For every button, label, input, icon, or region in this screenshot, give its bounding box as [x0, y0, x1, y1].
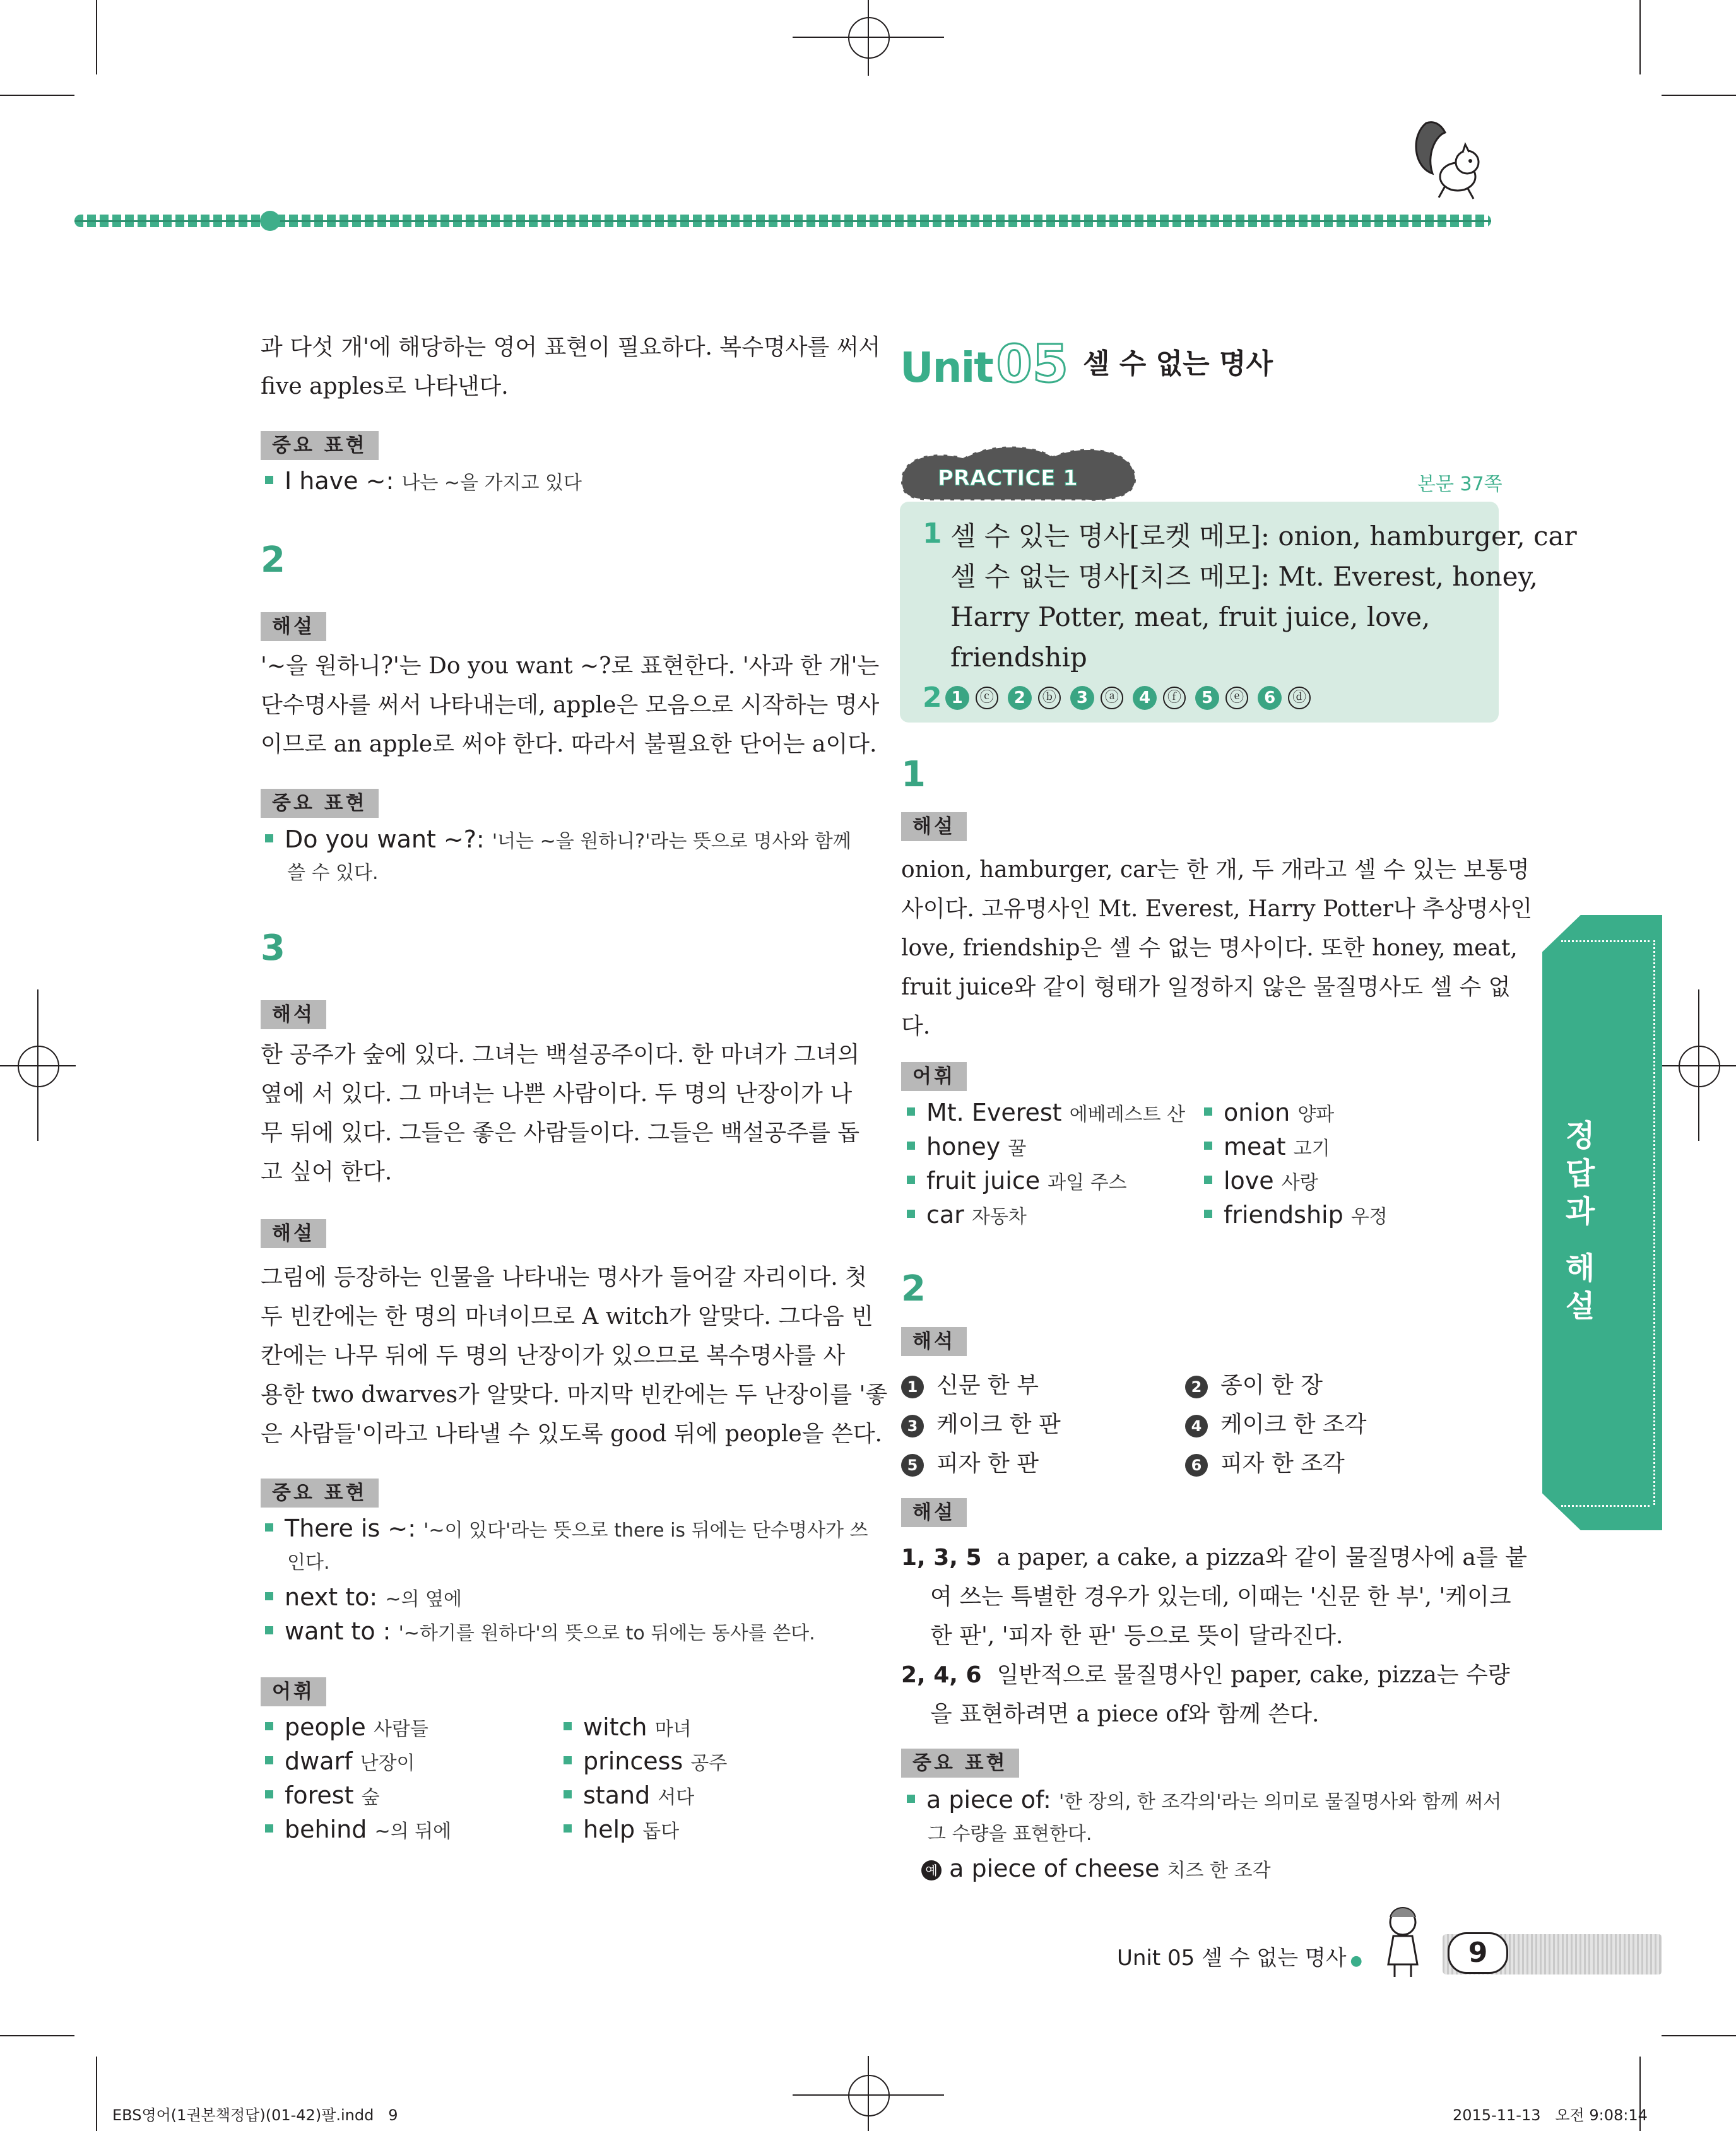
- explanation-tag: 해설: [261, 1219, 326, 1248]
- intro-line: five apples로 나타낸다.: [261, 374, 509, 399]
- r-q2-explanation-b: 2, 4, 6 일반적으로 물질명사인 paper, cake, pizza는 수량 을 표현하려면 a piece of와 함께 쓴다.: [901, 1662, 1510, 1727]
- key-expression-item: a piece of: '한 장의, 한 조각의'라는 의미로 물질명사와 함께 써서: [907, 1783, 1501, 1819]
- vocab-item: Mt. Everest 에베레스트 산: [907, 1095, 1185, 1132]
- bullet-square-icon: [265, 1722, 273, 1730]
- bullet-square-icon: [265, 834, 273, 842]
- footer-date: 2015-11-13 오전 9:08:14: [1453, 2106, 1648, 2124]
- key-expression-continuation: 쓸 수 있다.: [287, 862, 379, 884]
- vocab-item: honey 꿀: [907, 1130, 1026, 1166]
- footer-unit-text: Unit 05 셀 수 없는 명사 ●: [1117, 1945, 1362, 1971]
- vocab-item: princess 공주: [564, 1744, 727, 1781]
- bullet-square-icon: [564, 1824, 572, 1833]
- bullet-square-icon: [1204, 1107, 1212, 1116]
- number-circle-icon: 4: [1185, 1415, 1208, 1437]
- r-q1-explanation: onion, hamburger, car는 한 개, 두 개라고 셀 수 있는 보통명 사이다. 고유명사인 Mt. Everest, Harry Potter나 추상명사인 love, friendship은 셀 수 없는 명사이다. 또한 honey, meat, fruit juice와 같이 형태가 일정하지 않은 물질명사도 셀 수 없 다.: [901, 857, 1533, 1039]
- vocab-item: stand 서다: [564, 1778, 694, 1815]
- answer-letter: ⓕ: [1163, 687, 1186, 709]
- unit-title: 셀 수 없는 명사: [1082, 348, 1273, 380]
- practice-label: PRACTICE 1: [938, 466, 1078, 491]
- bullet-square-icon: [1204, 1176, 1212, 1184]
- vocab-item: witch 마녀: [564, 1710, 692, 1747]
- number-circle-icon: 6: [1258, 686, 1282, 710]
- number-circle-icon: 5: [901, 1454, 924, 1477]
- question-number: 2: [261, 540, 285, 581]
- unit-word: Unit: [900, 343, 993, 392]
- number-circle-icon: 1: [901, 1376, 924, 1398]
- header-dashed-band: [74, 215, 1491, 227]
- vocab-item: help 돕다: [564, 1812, 679, 1849]
- intro-paragraph: [261, 328, 881, 406]
- vocab-item: forest 숲: [265, 1778, 380, 1815]
- q3-translation: 한 공주가 숲에 있다. 그녀는 백설공주이다. 한 마녀가 그녀의 옆에 서 있다. 그 마녀는 나쁜 사람이다. 두 명의 난장이가 나 무 뒤에 있다. 그들은 좋은 사람들이다. 그들은 백설공주를 돕 고 싶어 한다.: [261, 1042, 860, 1185]
- number-circle-icon: 3: [901, 1415, 924, 1437]
- bullet-square-icon: [265, 1523, 273, 1532]
- bullet-square-icon: [265, 1626, 273, 1634]
- key-expression-tag: 중요 표현: [261, 789, 379, 818]
- answer-number: 1: [923, 517, 942, 550]
- girl-mascot-icon: [1381, 1904, 1425, 1980]
- key-expression-tag: 중요 표현: [261, 1479, 379, 1508]
- number-circle-icon: 3: [1070, 686, 1094, 710]
- vocab-item: fruit juice 과일 주스: [907, 1164, 1127, 1200]
- key-expression-tag: 중요 표현: [901, 1749, 1019, 1778]
- key-expression-continuation: 인다.: [287, 1552, 330, 1574]
- vocabulary-tag: 어휘: [261, 1677, 326, 1706]
- registration-mark-right: [1679, 1046, 1720, 1087]
- number-circle-icon: 5: [1195, 686, 1219, 710]
- bullet-square-icon: [907, 1142, 915, 1150]
- vocab-item: onion 양파: [1204, 1095, 1334, 1132]
- answer-2: 2 1 ⓒ 2 ⓑ 3 ⓐ 4 ⓕ 5 ⓔ 6 ⓓ: [923, 682, 1317, 714]
- key-expression-item: There is ~: '~이 있다'라는 뜻으로 there is 뒤에는 단수명사가 쓰: [265, 1511, 868, 1548]
- question-number: 2: [901, 1268, 926, 1309]
- answer-letter: ⓒ: [976, 687, 998, 709]
- unit-number: 05: [996, 334, 1068, 394]
- bullet-square-icon: [265, 1790, 273, 1798]
- key-expression-item: Do you want ~?: '너는 ~을 원하니?'라는 뜻으로 명사와 함께: [265, 822, 851, 859]
- question-number: 3: [261, 928, 285, 969]
- page-number: 9: [1448, 1932, 1508, 1974]
- bullet-square-icon: [907, 1176, 915, 1184]
- key-expression-item: I have ~: 나는 ~을 가지고 있다: [265, 464, 582, 500]
- question-number: 1: [901, 754, 926, 795]
- vocab-item: behind ~의 뒤에: [265, 1812, 451, 1849]
- page-reference: 본문 37쪽: [1417, 473, 1503, 495]
- side-tab-label: 정 답 과 해 설: [1565, 1118, 1595, 1324]
- number-circle-icon: 6: [1185, 1454, 1208, 1477]
- q2-explanation: '~을 원하니?'는 Do you want ~?로 표현한다. '사과 한 개'는 단수명사를 써서 나타내는데, apple은 모음으로 시작하는 명사 이므로 an apple로 써야 한다. 따라서 불필요한 단어는 a이다.: [261, 653, 880, 757]
- bullet-square-icon: [1204, 1210, 1212, 1218]
- circled-numbers: 2, 4, 6: [901, 1662, 982, 1688]
- vocab-item: dwarf 난장이: [265, 1744, 415, 1781]
- example-item: 예 a piece of cheese 치즈 한 조각: [921, 1851, 1271, 1888]
- key-expression-item: next to: ~의 옆에: [265, 1580, 462, 1617]
- bullet-square-icon: [564, 1756, 572, 1764]
- registration-mark-top: [848, 17, 890, 59]
- circled-numbers: 1, 3, 5: [901, 1545, 982, 1571]
- r-q2-explanation-a: 1, 3, 5 a paper, a cake, a pizza와 같이 물질명사에 a를 붙 여 쓰는 특별한 경우가 있는데, 이때는 '신문 한 부', '케이크 한 판', '피자 한 판' 등으로 뜻이 달라진다.: [901, 1545, 1527, 1649]
- bullet-square-icon: [1204, 1142, 1212, 1150]
- bullet-square-icon: [265, 1824, 273, 1833]
- number-circle-icon: 1: [945, 686, 969, 710]
- bullet-square-icon: [265, 1592, 273, 1600]
- vocab-item: friendship 우정: [1204, 1198, 1388, 1234]
- registration-mark-left: [18, 1046, 59, 1087]
- bullet-square-icon: [265, 1756, 273, 1764]
- vocab-item: people 사람들: [265, 1710, 428, 1747]
- number-circle-icon: 2: [1185, 1376, 1208, 1398]
- key-expression-tag: 중요 표현: [261, 431, 379, 460]
- vocab-item: love 사랑: [1204, 1164, 1318, 1200]
- number-circle-icon: 4: [1133, 686, 1157, 710]
- squirrel-icon: [1407, 117, 1489, 205]
- r-q2-translation: 1 신문 한 부 2 종이 한 장 3 케이크 한 판 4 케이크 한 조각 5 피자 한 판 6 피자 한 조각: [901, 1366, 1497, 1484]
- bullet-square-icon: [564, 1790, 572, 1798]
- vocab-item: car 자동차: [907, 1198, 1027, 1234]
- explanation-tag: 해설: [901, 812, 967, 841]
- key-expression-continuation: 그 수량을 표현한다.: [928, 1823, 1092, 1845]
- translation-tag: 해석: [261, 1000, 326, 1029]
- bullet-square-icon: [564, 1722, 572, 1730]
- registration-mark-bottom: [848, 2075, 890, 2116]
- side-tab: [1542, 915, 1662, 1530]
- example-mark-icon: 예: [921, 1860, 942, 1880]
- vocabulary-tag: 어휘: [901, 1062, 967, 1091]
- vocab-item: meat 고기: [1204, 1130, 1330, 1166]
- answer-letter: ⓓ: [1288, 687, 1311, 709]
- bullet-square-icon: [907, 1107, 915, 1116]
- answer-letter: ⓔ: [1225, 687, 1248, 709]
- answer-letter: ⓑ: [1038, 687, 1061, 709]
- key-expression-item: want to : '~하기를 원하다'의 뜻으로 to 뒤에는 동사를 쓴다.: [265, 1614, 815, 1651]
- bullet-square-icon: [265, 476, 273, 484]
- q3-explanation: 그림에 등장하는 인물을 나타내는 명사가 들어갈 자리이다. 첫 두 빈칸에는 한 명의 마녀이므로 A witch가 알맞다. 그다음 빈 칸에는 나무 뒤에 두 명의 난장이가 있으므로 복수명사를 사 용한 two dwarves가 알맞다. 마지막 빈칸에는 두 난장이를 '좋 은 사람들'이라고 나타낼 수 있도록 good 뒤에 people을 쓴다.: [261, 1265, 888, 1447]
- bullet-square-icon: [907, 1210, 915, 1218]
- answer-1: 셀 수 있는 명사[로켓 메모]: onion, hamburger, car 셀 수 없는 명사[치즈 메모]: Mt. Everest, honey, Harry Potter, meat, fruit juice, love, friendship: [950, 521, 1577, 673]
- answer-letter: ⓐ: [1101, 687, 1123, 709]
- explanation-tag: 해설: [261, 612, 326, 641]
- bullet-square-icon: [907, 1795, 915, 1803]
- intro-line: 과 다섯 개'에 해당하는 영어 표현이 필요하다. 복수명사를 써서: [261, 334, 881, 360]
- footer-file-info: EBS영어(1권본책정답)(01-42)팔.indd 9: [112, 2106, 398, 2124]
- unit-heading: [900, 334, 1273, 394]
- translation-tag: 해석: [901, 1327, 967, 1356]
- number-circle-icon: 2: [1008, 686, 1032, 710]
- header-band-dot: [260, 211, 280, 231]
- explanation-tag: 해설: [901, 1498, 967, 1527]
